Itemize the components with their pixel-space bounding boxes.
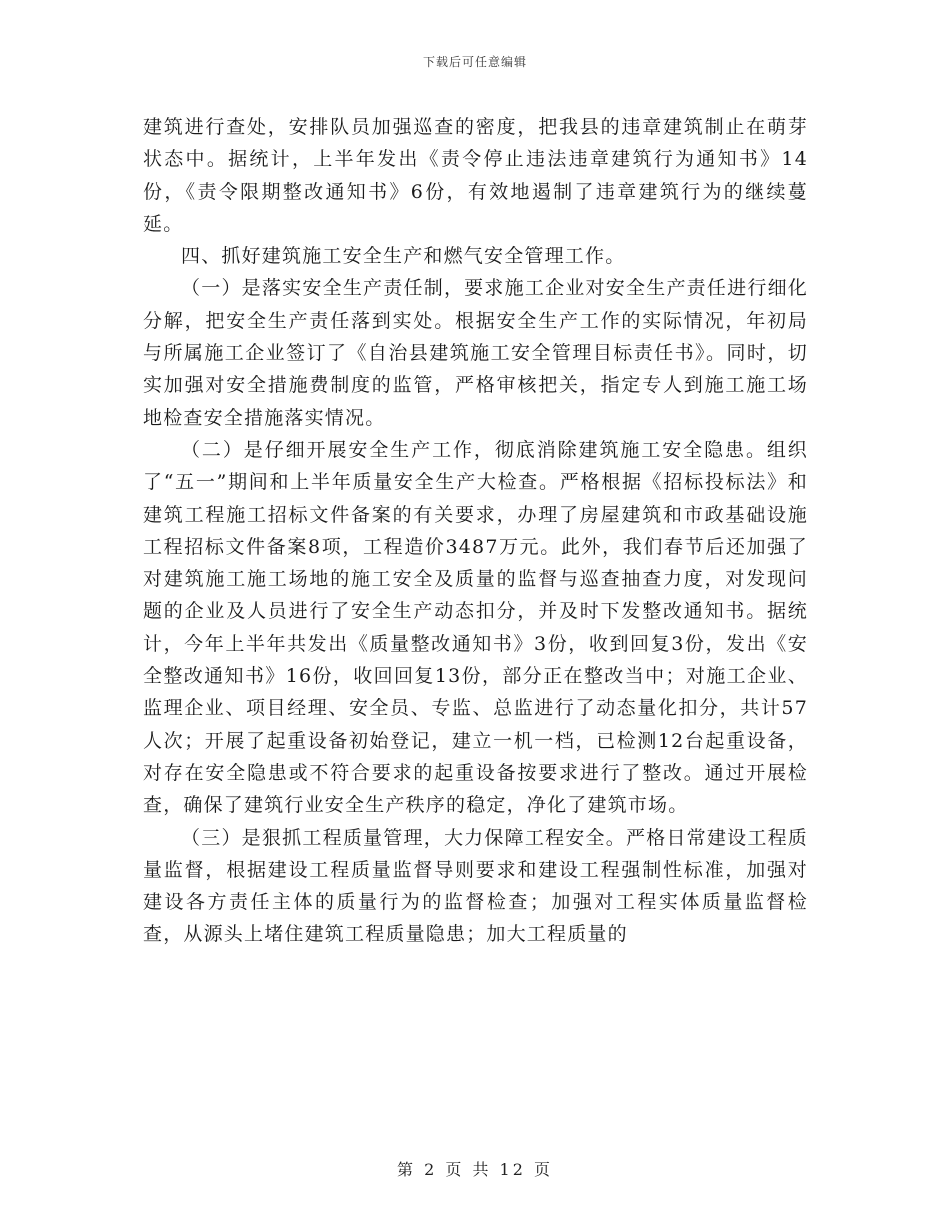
page-number: 第 2 页 共 12 页 <box>397 1160 553 1179</box>
paragraph-continued: 建筑进行查处，安排队员加强巡查的密度，把我县的违章建筑制止在萌芽状态中。据统计，上半年发出《责令停止违法违章建筑行为通知书》14份，《责令限期整改通知书》6份，有效地遏制了违章建筑行为的继续蔓延。 <box>143 116 808 235</box>
paragraph-item-three: （三）是狠抓工程质量管理，大力保障工程安全。严格日常建设工程质量监督，根据建设工程质量监督导则要求和建设工程强制性标准，加强对建设各方责任主体的质量行为的监督检查；加强对工程实体质量监督检查，从源头上堵住建筑工程质量隐患；加大工程质量的 <box>143 826 808 946</box>
page-header: 下载后可任意编辑 <box>422 55 527 69</box>
paragraph-item-two: （二）是仔细开展安全生产工作，彻底消除建筑施工安全隐患。组织了“五一”期间和上半年质量安全生产大检查。严格根据《招标投标法》和建筑工程施工招标文件备案的有关要求，办理了房屋建筑和市政基础设施工程招标文件备案8项，工程造价3487万元。此外，我们春节后还加强了对建筑施工施工场地的施工安全及质量的监督与巡查抽查力度，对发现问题的企业及人员进行了安全生产动态扣分，并及时下发整改通知书。据统计，今年上半年共发出《质量整改通知书》3份，收到回复3份，发出《安全整改通知书》16份，收回回复13份，部分正在整改当中；对施工企业、监理企业、项目经理、安全员、专监、总监进行了动态量化扣分，共计57人次；开展了起重设备初始登记，建立一机一档，已检测12台起重设备，对存在安全隐患或不符合要求的起重设备按要求进行了整改。通过开展检查，确保了建筑行业安全生产秩序的稳定，净化了建筑市场。 <box>143 438 808 817</box>
paragraph-item-one: （一）是落实安全生产责任制，要求施工企业对安全生产责任进行细化分解，把安全生产责任落到实处。根据安全生产工作的实际情况，年初局与所属施工企业签订了《自治县建筑施工安全管理目标责任书》。同时，切实加强对安全措施费制度的监管，严格审核把关，指定专人到施工施工场地检查安全措施落实情况。 <box>143 277 808 429</box>
section-heading-four: 四、抓好建筑施工安全生产和燃气安全管理工作。 <box>181 245 626 268</box>
document-body <box>143 111 808 951</box>
